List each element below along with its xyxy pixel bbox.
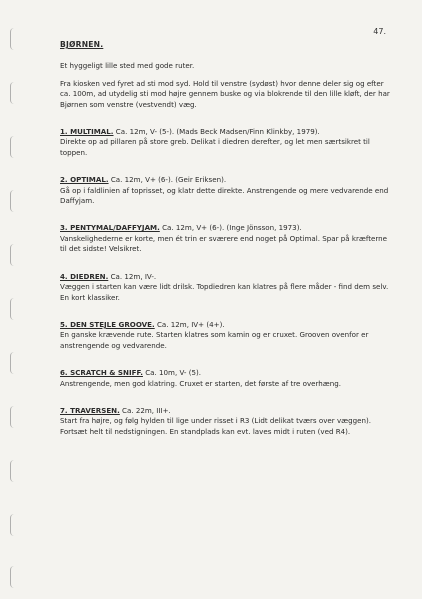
binder-hole [10,298,19,320]
page-number: 47. [373,27,386,36]
binder-hole [10,190,19,212]
intro-text [60,61,390,110]
binder-hole [10,244,19,266]
route-title: 2. OPTIMAL. [60,175,109,185]
route-details: Ca. 12m, V+ (6-). (Geir Eriksen). [108,175,227,185]
route-details: Ca. 12m, IV+ (4+). [154,319,225,329]
route-header [60,320,390,330]
route-header [60,406,390,416]
route-details: Ca. 10m, V- (5). [142,368,202,378]
route-description: Gå op i faldlinien af toprisset, og klatr dette direkte. Anstrengende og mere vedvarende end Daffyjam. [60,185,389,206]
route-description: Start fra højre, og følg hylden til lige under risset i R3 (Lidt delikat tværs over væggen). Fortsæt helt til nedstigningen. En standplads kan evt. laves midt i ruten (ved R4). [60,416,372,436]
route-entry [60,406,390,437]
route-entry [60,175,390,206]
route-header [60,272,390,282]
binder-hole [10,352,19,374]
route-header [60,368,390,378]
binder-hole [10,514,19,536]
binder-hole [10,28,19,50]
binder-hole [10,136,19,158]
document-content [60,40,390,437]
route-entry [60,368,390,389]
route-title: 3. PENTYMAL/DAFFYJAM. [60,223,160,233]
binder-hole [10,82,19,104]
route-header [60,223,390,233]
route-entry [60,320,390,351]
route-title: 4. DIEDREN. [60,271,109,281]
intro-paragraph: Et hyggeligt lille sted med gode ruter. [60,61,195,71]
route-header [60,127,390,137]
section-title: BJØRNEN. [60,40,104,49]
route-description: Væggen i starten kan være lidt drilsk. Topdiedren kan klatres på flere måder - find dem selv. En kort klassiker. [60,282,389,302]
route-description: Vanskelighederne er korte, men ét trin er sværere end noget på Optimal. Spar på kræfterne til det sidste! Velsikret. [60,233,388,254]
route-title: 5. DEN STEJLE GROOVE. [60,319,155,329]
binder-holes [4,0,22,599]
route-details: Ca. 12m, V- (5-). (Mads Beck Madsen/Finn Klinkby, 1979). [113,127,320,137]
binder-hole [10,460,19,482]
binder-hole [10,566,19,588]
route-details: Ca. 12m, V+ (6-). (Inge Jönsson, 1973). [159,223,302,233]
route-details: Ca. 22m, III+. [119,405,171,415]
route-description: En ganske krævende rute. Starten klatres som kamin og er cruxet. Grooven ovenfor er anstrengende og vedvarende. [60,330,369,350]
route-title: 6. SCRATCH & SNIFF. [60,368,143,378]
route-title: 7. TRAVERSEN. [60,405,120,415]
route-details: Ca. 12m, IV-. [108,271,157,281]
route-title: 1. MULTIMAL. [60,127,114,137]
route-entry [60,127,390,158]
route-description: Anstrengende, men god klatring. Cruxet er starten, det første af tre overhæng. [60,378,342,388]
route-header [60,175,390,185]
intro-paragraph: Fra kiosken ved fyret ad sti mod syd. Hold til venstre (sydøst) hvor denne deler sig og efter ca. 100m, ad utydelig sti mod højre gennem buske og via blokrende til den lille kløft, der har Bjørnen som venstre (vestvendt) væg. [60,78,390,109]
route-entry [60,272,390,303]
route-description: Direkte op ad pillaren på store greb. Delikat i diedren derefter, og let men særtsikret til toppen. [60,137,370,157]
binder-hole [10,406,19,428]
route-entry [60,223,390,254]
